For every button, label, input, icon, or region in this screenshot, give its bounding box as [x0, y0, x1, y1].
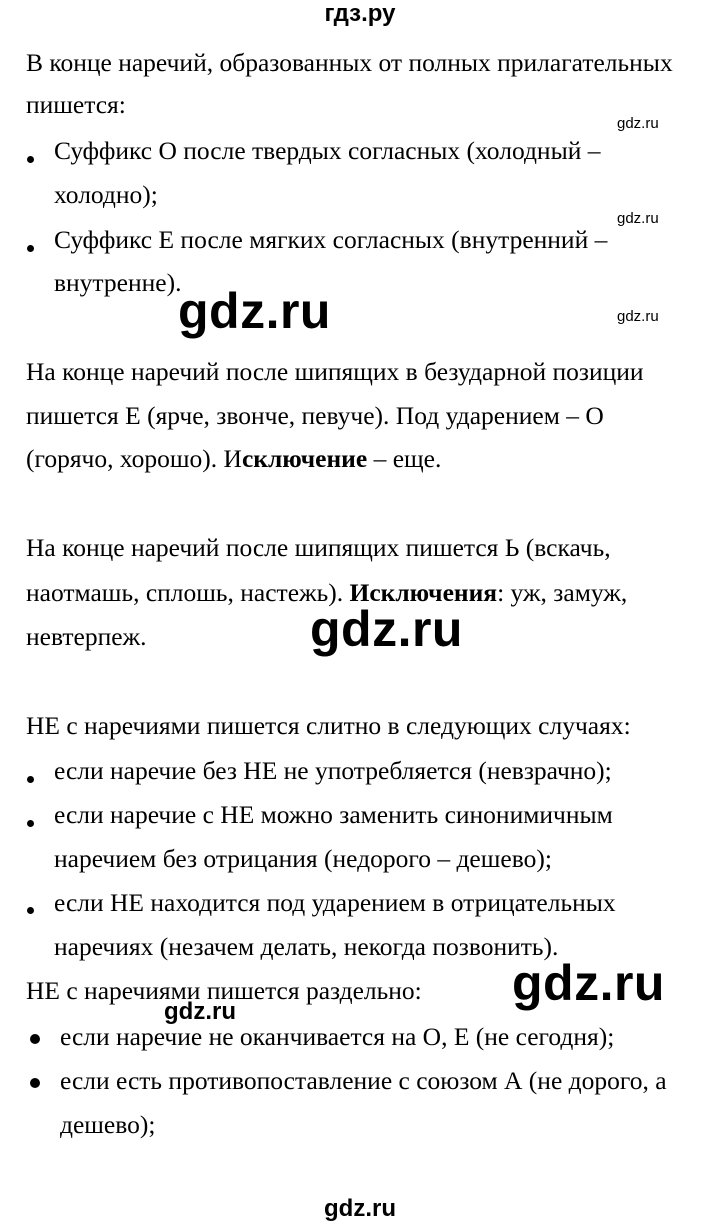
- text-span: : уж, замуж,: [497, 578, 628, 607]
- bullet-icon: [30, 1034, 40, 1044]
- text-span: – еще.: [367, 444, 442, 473]
- intro-line: пишется:: [26, 90, 126, 119]
- text-span: (горячо, хорошо). И: [26, 444, 242, 473]
- text-span: наотмашь, сплошь, настежь).: [26, 578, 350, 607]
- list-item: Суффикс Е после мягких согласных (внутренний –: [54, 225, 608, 254]
- intro-line: В конце наречий, образованных от полных прилагательных: [26, 48, 673, 77]
- bullet-icon: [27, 776, 34, 783]
- list-item: если наречие с НЕ можно заменить синонимичным: [54, 800, 613, 829]
- site-header: гдз.ру: [324, 0, 396, 27]
- list-item: наречиях (незачем делать, некогда позвонить).: [54, 932, 559, 961]
- list-item: если есть противопоставление с союзом А (не дорого, а: [60, 1066, 667, 1095]
- exception-label: сключение: [241, 444, 368, 473]
- bullet-icon: [27, 156, 34, 163]
- bullet-icon: [27, 907, 34, 914]
- watermark-small: gdz.ru: [617, 115, 659, 132]
- paragraph-line: [26, 446, 441, 472]
- list-item: Суффикс О после твердых согласных (холодный –: [54, 136, 601, 165]
- paragraph-line: На конце наречий после шипящих пишется Ь (вскачь,: [26, 533, 611, 562]
- list-item: наречием без отрицания (недорого – дешево);: [54, 844, 552, 873]
- watermark-large: gdz.ru: [178, 283, 331, 339]
- paragraph-line: пишется Е (ярче, звонче, певуче). Под ударением – О: [26, 401, 604, 430]
- exceptions-label: Исключения: [349, 578, 498, 607]
- bullet-icon: [30, 1078, 40, 1088]
- paragraph-line: НЕ с наречиями пишется слитно в следующих случаях:: [26, 711, 631, 740]
- bullet-icon: [27, 820, 34, 827]
- bullet-icon: [27, 245, 34, 252]
- watermark-small: gdz.ru: [617, 308, 659, 325]
- watermark-large: gdz.ru: [310, 601, 463, 657]
- watermark-large: gdz.ru: [512, 955, 665, 1011]
- paragraph-line: невтерпеж.: [26, 622, 147, 651]
- paragraph-line: НЕ с наречиями пишется раздельно:: [26, 976, 422, 1005]
- list-item: если наречие без НЕ не употребляется (невзрачно);: [54, 756, 612, 785]
- list-item: холодно);: [54, 180, 158, 209]
- paragraph-line: На конце наречий после шипящих в безударной позиции: [26, 357, 644, 386]
- list-item: если наречие не оканчивается на О, Е (не сегодня);: [60, 1022, 615, 1051]
- list-item: дешево);: [60, 1110, 156, 1139]
- watermark-medium: gdz.ru: [164, 998, 236, 1025]
- watermark-small: gdz.ru: [617, 210, 659, 227]
- list-item: внутренне).: [54, 268, 182, 297]
- list-item: если НЕ находится под ударением в отрицательных: [54, 888, 616, 917]
- watermark-footer: gdz.ru: [324, 1195, 396, 1222]
